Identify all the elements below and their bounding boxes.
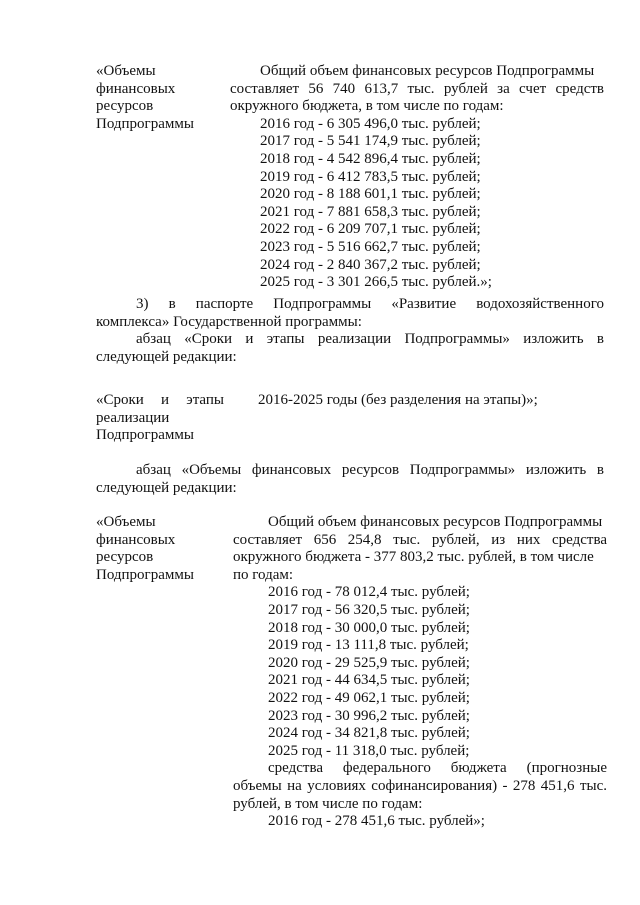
item3-line: следующей редакции: (96, 348, 237, 365)
year-line: 2022 год - 49 062,1 тыс. рублей; (268, 689, 470, 706)
years-list (233, 584, 607, 760)
year-line: 2021 год - 7 881 658,3 тыс. рублей; (260, 203, 481, 220)
year-line: 2019 год - 13 111,8 тыс. рублей; (268, 637, 469, 654)
term-value: 2016-2025 годы (без разделения на этапы)»; (258, 392, 538, 408)
year-line: 2021 год - 44 634,5 тыс. рублей; (268, 672, 470, 689)
year-line: 2020 год - 8 188 601,1 тыс. рублей; (260, 186, 481, 203)
label-line: Подпрограммы (96, 566, 194, 583)
year-line: 2016 год - 78 012,4 тыс. рублей; (268, 584, 470, 601)
year-line: 2022 год - 6 209 707,1 тыс. рублей; (260, 221, 481, 238)
item3-line: абзац «Сроки и этапы реализации Подпрограммы» изложить в (136, 331, 604, 348)
intro-line: окружного бюджета, в том числе по годам: (230, 98, 504, 115)
year-line: 2017 год - 56 320,5 тыс. рублей; (268, 601, 470, 618)
years-list (230, 116, 604, 292)
intro-line: по годам: (233, 566, 294, 583)
label-line: реализации (96, 409, 170, 426)
item3-line: комплекса» Государственной программы: (96, 313, 362, 330)
label-line: ресурсов (96, 549, 154, 566)
item3-line: 3) в паспорте Подпрограммы «Развитие водохозяйственного (136, 296, 604, 312)
block1-content (230, 63, 604, 292)
label-line: финансовых (96, 531, 176, 548)
federal-line: рублей, в том числе по годам: (233, 795, 423, 812)
label-line: Подпрограммы (96, 115, 194, 132)
block3-label (96, 514, 224, 584)
para2-paragraph (96, 462, 604, 497)
label-line: «Сроки и этапы (96, 392, 224, 408)
year-line: 2018 год - 30 000,0 тыс. рублей; (268, 619, 470, 636)
year-line: 2025 год - 3 301 266,5 тыс. рублей.»; (260, 274, 492, 291)
block2-value (258, 392, 632, 410)
label-line: финансовых (96, 80, 176, 97)
federal-line: объемы на условиях софинансирования) - 278 451,6 тыс. (233, 777, 607, 794)
label-line: «Объемы (96, 514, 156, 530)
year-line: 2016 год - 6 305 496,0 тыс. рублей; (260, 115, 481, 132)
label-line: «Объемы (96, 63, 156, 79)
year-line: 2019 год - 6 412 783,5 тыс. рублей; (260, 168, 481, 185)
year-line: 2018 год - 4 542 896,4 тыс. рублей; (260, 150, 481, 167)
label-line: Подпрограммы (96, 427, 194, 444)
federal-line: средства федерального бюджета (прогнозные (268, 760, 607, 777)
block2-label (96, 392, 224, 445)
year-line: 2017 год - 5 541 174,9 тыс. рублей; (260, 133, 481, 150)
intro-line: составляет 56 740 613,7 тыс. рублей за счет средств (230, 80, 604, 97)
label-line: ресурсов (96, 98, 154, 115)
block1-label (96, 63, 224, 133)
year-line: 2024 год - 34 821,8 тыс. рублей; (268, 725, 470, 742)
item3-paragraph (96, 296, 604, 366)
para2-line: абзац «Объемы финансовых ресурсов Подпрограммы» изложить в (136, 462, 604, 478)
year-line: 2024 год - 2 840 367,2 тыс. рублей; (260, 256, 481, 273)
block3-content (233, 514, 607, 831)
intro-line: окружного бюджета - 377 803,2 тыс. рублей, в том числе (233, 549, 594, 566)
year-line: 2020 год - 29 525,9 тыс. рублей; (268, 654, 470, 671)
year-line: 2023 год - 5 516 662,7 тыс. рублей; (260, 238, 481, 255)
intro-line: Общий объем финансовых ресурсов Подпрограммы (260, 63, 595, 79)
intro-line: Общий объем финансовых ресурсов Подпрограммы (268, 514, 603, 530)
year-line: 2023 год - 30 996,2 тыс. рублей; (268, 707, 470, 724)
year-line: 2016 год - 278 451,6 тыс. рублей»; (268, 813, 485, 830)
para2-line: следующей редакции: (96, 479, 237, 496)
year-line: 2025 год - 11 318,0 тыс. рублей; (268, 742, 470, 759)
intro-line: составляет 656 254,8 тыс. рублей, из них средства (233, 531, 607, 548)
